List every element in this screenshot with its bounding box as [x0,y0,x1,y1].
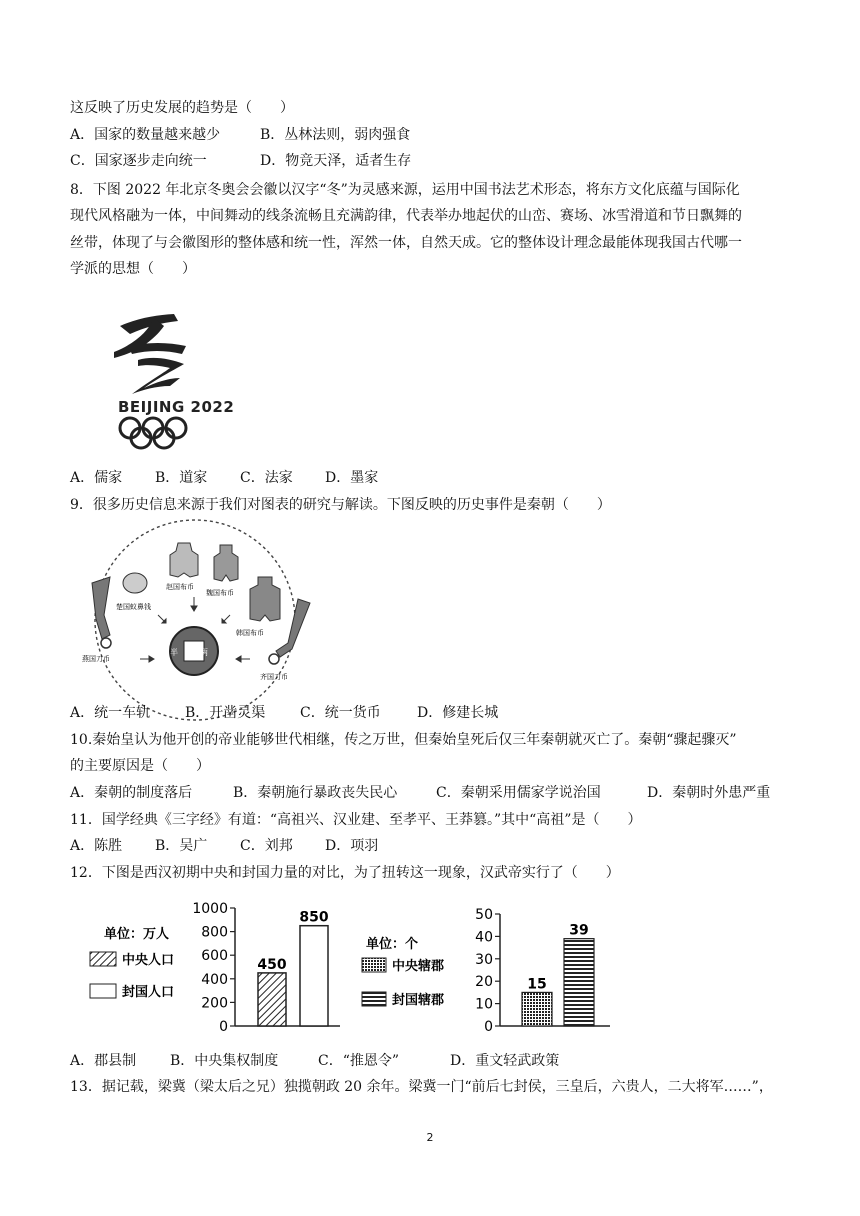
q8-option-b[interactable]: B．道家 [155,470,208,486]
qi-knife-coin-icon [276,599,310,657]
q9-options [70,703,498,723]
q13-stem: 13．据记载，梁冀（梁太后之兄）独揽朝政 20 余年。梁冀一门“前后七封侯，三皇后，六贵人，二大将军……”， [70,1079,773,1095]
c2-ytick-label: 20 [475,974,493,991]
q7-option-d[interactable]: D．物竞天泽，适者生存 [260,153,412,169]
beijing-2022-emblem [108,312,235,447]
c1-ytick-label: 0 [219,1019,228,1035]
q11-stem: 11．国学经典《三字经》有道：“高祖兴、汉业建、至孝平、王莽篡。”其中“高祖”是（ ） [70,812,642,828]
chart2-value-label-central: 15 [527,976,547,993]
chart1-unit-label: 单位：万人 [104,927,170,942]
c2-ytick-label: 10 [475,996,493,1013]
chart1-bar-fiefdom-population [300,926,328,1026]
q8-stem-line-2: 现代风格融为一体，中间舞动的线条流畅且充满韵律，代表举办地起伏的山峦、赛场、冰雪滑道和节日飘舞的 [70,208,742,224]
chart1-legend-swatch-fiefdom [90,984,116,998]
q8-stem-line-3: 丝带，体现了与会徽图形的整体感和统一性，浑然一体，自然天成。它的整体设计理念最能体现我国古代哪一 [70,235,742,251]
chart1-legend-central: 中央人口 [122,953,175,968]
q8-stem-line-4: 学派的思想（ ） [70,261,196,277]
page-number: 2 [426,1131,434,1144]
chart2-legend-swatch-fiefdom [362,992,386,1006]
q10-stem-line-1: 10.秦始皇认为他开创的帝业能够世代相继，传之万世，但秦始皇死后仅三年秦朝就灭亡了。秦朝“骤起骤灭” [70,732,737,748]
q7-options-row-1 [70,125,410,145]
q7-option-a[interactable]: A．国家的数量越来越少 [70,127,221,143]
q10-option-b[interactable]: B．秦朝施行暴政丧失民心 [233,785,398,801]
coin-label-han: 韩国布币 [236,629,264,637]
q12-stem: 12．下图是西汉初期中央和封国力量的对比，为了扭转这一现象，汉武帝实行了（ ） [70,865,620,881]
q8-option-c[interactable]: C．法家 [240,470,293,486]
q11-option-c[interactable]: C．刘邦 [240,838,293,854]
q10-option-c[interactable]: C．秦朝采用儒家学说治国 [436,785,601,801]
c1-ytick-label: 200 [201,995,228,1012]
c2-ytick-label: 40 [475,929,493,946]
q11-options [70,836,378,856]
c1-ytick-label: 400 [201,971,228,988]
q10-options [70,783,770,803]
c1-ytick-label: 600 [201,948,228,965]
q12-options [70,1051,559,1071]
dong-calligraphy-mark [114,314,186,394]
han-spade-coin-icon [250,577,280,621]
chart2-bar-fiefdom-commanderies [564,939,594,1026]
ban-liang-text: 半两 [170,648,230,657]
q8-stem-line-1: 8．下图 2022 年北京冬奥会会徽以汉字“冬”为灵感来源，运用中国书法艺术形态，将东方文化底蕴与国际化 [70,182,740,198]
chart2-value-label-fiefdom: 39 [569,922,589,939]
q8-options [70,468,378,488]
q12-option-a[interactable]: A．郡县制 [70,1053,137,1069]
q10-option-d[interactable]: D．秦朝时外患严重 [647,785,771,801]
q12-option-d[interactable]: D．重文轻武政策 [450,1053,560,1069]
q7-stem: 这反映了历史发展的趋势是（ ） [70,100,294,116]
q7-option-b[interactable]: B．丛林法则，弱肉强食 [260,127,411,143]
q11-option-d[interactable]: D．项羽 [325,838,379,854]
chart2-legend-fiefdom: 封国辖郡 [392,993,445,1008]
chart1-legend-fiefdom: 封国人口 [122,985,175,1000]
q10-stem-line-2: 的主要原因是（ ） [70,758,210,774]
q8-option-d[interactable]: D．墨家 [325,470,379,486]
coin-label-qi: 齐国刀币 [260,673,288,681]
q11-option-a[interactable]: A．陈胜 [70,838,123,854]
q9-stem: 9．很多历史信息来源于我们对图表的研究与解读。下图反映的历史事件是秦朝（ ） [70,497,611,513]
zhao-spade-coin-icon [170,543,198,577]
q8-option-a[interactable]: A．儒家 [70,470,123,486]
commandery-chart [350,900,620,1040]
chart2-bar-central-commanderies [522,992,552,1026]
q9-option-c[interactable]: C．统一货币 [300,705,381,721]
q7-options-row-2 [70,151,411,171]
chart1-bar-central-population [258,973,286,1026]
q9-option-a[interactable]: A．统一车轨 [70,705,151,721]
c2-ytick-label: 50 [475,907,493,923]
coin-unification-diagram [80,535,320,685]
chart2-legend-swatch-central [362,958,386,972]
q9-option-b[interactable]: B．开凿灵渠 [185,705,266,721]
chart2-unit-label: 单位：个 [366,937,419,952]
c2-ytick-label: 30 [475,951,493,968]
q7-option-c[interactable]: C．国家逐步走向统一 [70,153,207,169]
coin-label-yan: 燕国刀币 [82,655,110,663]
chart2-legend-central: 中央辖郡 [392,959,445,974]
q10-option-a[interactable]: A．秦朝的制度落后 [70,785,193,801]
chart1-value-label-fiefdom: 850 [299,909,329,926]
chart1-value-label-central: 450 [257,956,287,973]
coin-label-wei: 魏国布币 [206,589,234,597]
population-chart [80,900,350,1040]
wei-spade-coin-icon [214,545,238,581]
coin-label-chu: 楚国蚁鼻钱 [116,603,151,611]
c1-ytick-label: 800 [201,924,228,941]
chart2-yaxis-ticks [475,907,500,1035]
q12-option-c[interactable]: C．“推恩令” [318,1053,400,1069]
chu-ant-nose-coin-icon [123,573,147,593]
chart1-yaxis-ticks [192,901,235,1035]
q11-option-b[interactable]: B．吴广 [155,838,208,854]
emblem-text: BEIJING 2022 [118,398,235,416]
chart1-legend-swatch-central [90,952,116,966]
q9-option-d[interactable]: D．修建长城 [417,705,499,721]
c1-ytick-label: 1000 [192,901,228,917]
olympic-rings-icon [120,418,186,448]
yan-knife-coin-icon [92,577,110,639]
c2-ytick-label: 0 [484,1019,493,1035]
coin-label-zhao: 赵国布币 [166,583,194,591]
q12-option-b[interactable]: B．中央集权制度 [170,1053,279,1069]
